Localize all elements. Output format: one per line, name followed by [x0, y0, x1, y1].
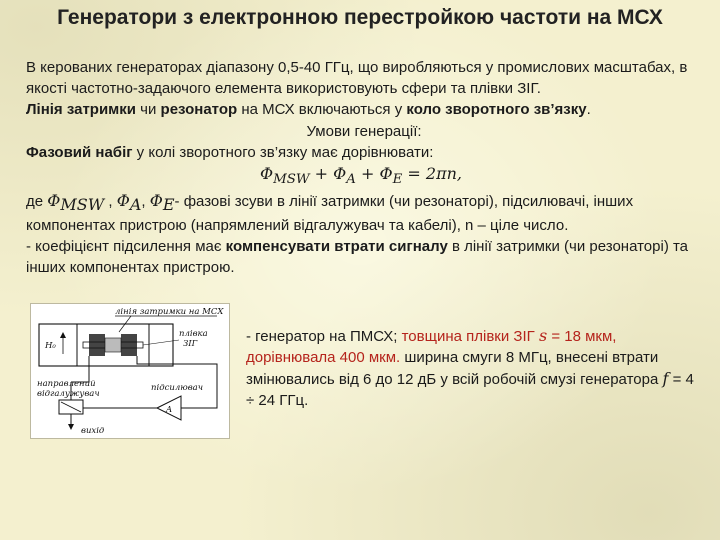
formula-subscript: E — [392, 172, 403, 188]
transducer-left — [89, 334, 105, 356]
text-fragment: , — [104, 193, 117, 211]
formula-subscript: A — [346, 172, 356, 188]
generator-description — [246, 325, 696, 411]
slide-title: Генератори з електронною перестройкою частоти на МСХ — [57, 6, 663, 29]
film-thickness-value: = 18 мкм, дорівнювала 400 мкм. — [246, 328, 617, 366]
text-fragment: де — [26, 193, 48, 211]
formula-symbol: Φ — [149, 191, 163, 211]
text-fragment: ширина смуги 8 МГц, внесені втрати змінювались від 6 до 12 дБ у всій робочій смузі генератора — [246, 349, 663, 388]
text-fragment: - фазові зсуви в лінії затримки (чи резонаторі), підсилювачі, інших компонентах пристрою (напрямлений відгалужувач та кабелі), n – ціле число. — [26, 193, 634, 235]
intro-paragraph: В керованих генераторах діапазону 0,5-40 ГГц, що виробляються у промислових масштабах, в якості частотно-задаючого елемента використовують сфери та плівки ЗІГ. — [26, 59, 688, 97]
text-fragment: у колі зворотного зв’язку має дорівнювати: — [132, 144, 434, 161]
coupler-line — [61, 402, 81, 412]
yig-sample — [105, 338, 121, 352]
text-fragment: . — [586, 101, 591, 118]
feedback-paragraph — [26, 99, 702, 120]
coupler-label-1: направлений — [37, 379, 96, 389]
formula-symbol: s — [538, 326, 548, 345]
generator-circuit-diagram — [30, 303, 230, 439]
compensate-losses-term: компенсувати втрати сигналу — [225, 238, 448, 256]
body-text — [26, 57, 702, 278]
amplifier-a-label: A — [166, 405, 173, 415]
formula-subscript: MSW — [273, 172, 310, 188]
formula-symbol: Φ — [116, 191, 130, 211]
conditions-heading: Умови генерації: — [306, 123, 422, 140]
formula-subscript: A — [129, 195, 142, 215]
field-arrow-head — [60, 332, 66, 338]
output-arrow — [68, 424, 74, 430]
yig-label: ЗІГ — [183, 339, 198, 349]
phase-formula — [26, 163, 702, 190]
circuit-svg — [31, 304, 229, 438]
resonator-term: резонатор — [160, 101, 238, 118]
formula-subscript: E — [162, 195, 175, 215]
leader-line — [143, 340, 179, 345]
coupler-label-2: відгалужувач — [37, 389, 100, 399]
formula-symbol: + Φ — [309, 164, 347, 183]
text-fragment: , — [141, 193, 150, 211]
phase-term: Фазовий набіг — [26, 144, 133, 161]
output-label: вихід — [81, 426, 105, 436]
phase-definitions — [26, 190, 702, 236]
text-fragment: - генератор на ПМСХ; — [246, 328, 402, 345]
delay-line-label: лінія затримки на МСХ — [115, 307, 224, 317]
text-fragment: в лінії затримки (чи резонаторі) та інших компонентах пристрою. — [26, 238, 689, 277]
film-label: плівка — [179, 329, 208, 339]
delay-line-term: Лінія затримки — [26, 101, 136, 118]
transducer-right — [121, 334, 137, 356]
formula-symbol: Φ — [47, 191, 61, 211]
feedback-loop-term: коло зворотного зв’язку — [406, 101, 587, 118]
amplifier-label: підсилювач — [151, 383, 204, 393]
formula-subscript: MSW — [60, 195, 105, 215]
formula-symbol: f — [662, 369, 669, 388]
film-thickness-text: товщина плівки ЗІГ — [401, 328, 539, 345]
text-fragment: - коефіцієнт підсилення має — [26, 238, 226, 256]
phase-condition — [26, 142, 702, 163]
formula-symbol: Φ — [259, 164, 274, 183]
formula-symbol: = 2πn, — [402, 164, 462, 183]
text-fragment: на МСХ включаються у — [237, 101, 407, 118]
text-fragment: = 4 ÷ 24 ГГц. — [246, 371, 694, 409]
gain-condition — [26, 236, 702, 278]
formula-symbol: + Φ — [355, 164, 393, 183]
text-fragment: чи — [136, 101, 161, 118]
h0-label: H₀ — [45, 341, 56, 351]
